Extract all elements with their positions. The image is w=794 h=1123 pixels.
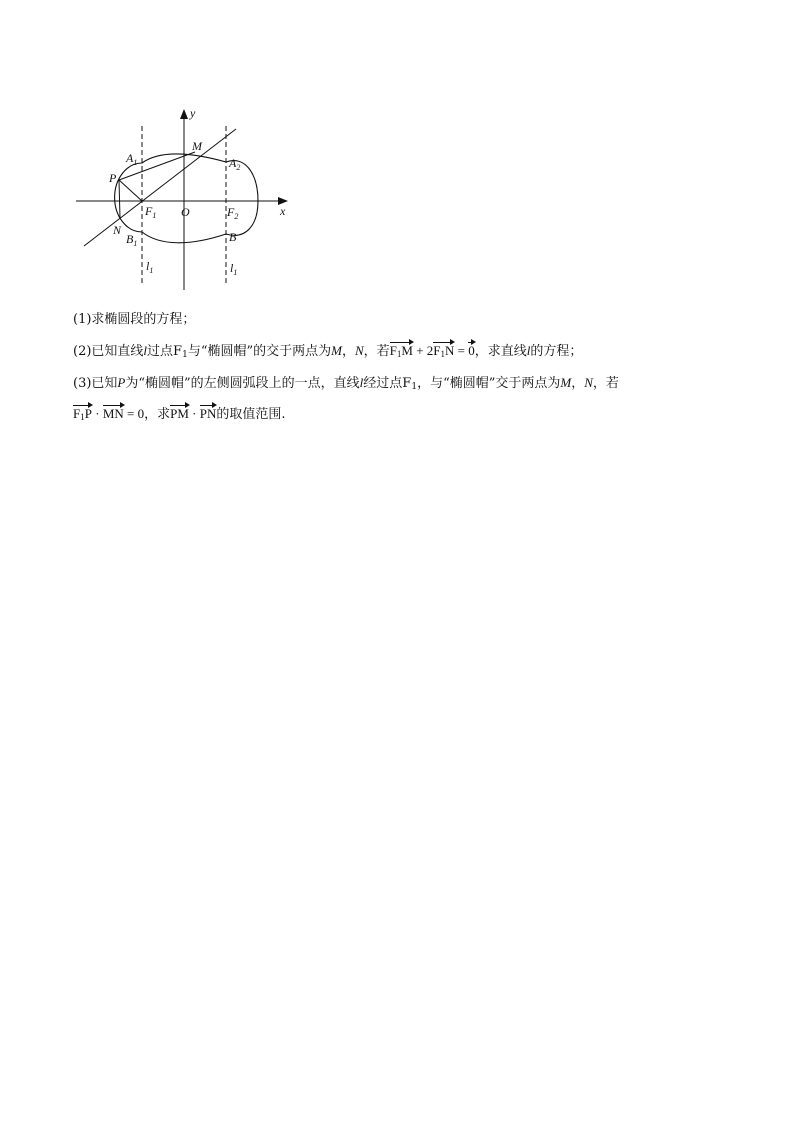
question-3-line-1: (3)已知P为“椭圆帽”的左侧圆弧段上的一点，直线l经过点$F_1$，与“椭圆帽”交于两点为M，N，若: [73, 375, 619, 392]
vector-mn: MN: [103, 404, 124, 424]
label-a1: $A_1$: [126, 151, 138, 167]
segment-pf1: [119, 180, 142, 201]
label-o: O: [181, 205, 190, 219]
question-2: (2)已知直线l过点$F_1$与“椭圆帽”的交于两点为M，N，若$F_1M + 2F_1N = 0$，求直线l的方程；: [73, 341, 582, 365]
figure-svg: [70, 100, 300, 295]
label-x: x: [280, 204, 286, 218]
label-l1-right: $l_1$: [230, 261, 238, 277]
label-n: N: [113, 223, 122, 237]
label-a2: $A_2$: [229, 156, 241, 172]
segment-pn: [119, 180, 120, 218]
vector-pn: PN: [200, 404, 217, 424]
label-y: y: [190, 106, 196, 120]
line-l: [84, 129, 239, 246]
label-f1: $F_1$: [145, 204, 157, 220]
label-f2: $F_2$: [227, 205, 239, 221]
y-axis-arrow: [180, 109, 188, 119]
label-b1: $B_1$: [126, 232, 138, 248]
vector-f1n: $F_1N$: [433, 341, 454, 364]
label-p: P: [109, 171, 117, 185]
zero-vector: 0: [468, 341, 475, 361]
vector-pm: PM: [170, 404, 189, 424]
question-3-line-2: $F_1P$ · MN = 0，求PM · PN的取值范围.: [73, 404, 286, 427]
label-l1-left: $l_1$: [146, 259, 154, 275]
vector-f1m: $F_1M$: [390, 341, 413, 364]
question-1: (1)求椭圆段的方程；: [73, 312, 196, 327]
ellipse-cap-figure: [70, 100, 300, 295]
label-b: B: [229, 230, 237, 244]
label-m: M: [192, 139, 202, 153]
vector-f1p: $F_1P$: [73, 404, 92, 427]
